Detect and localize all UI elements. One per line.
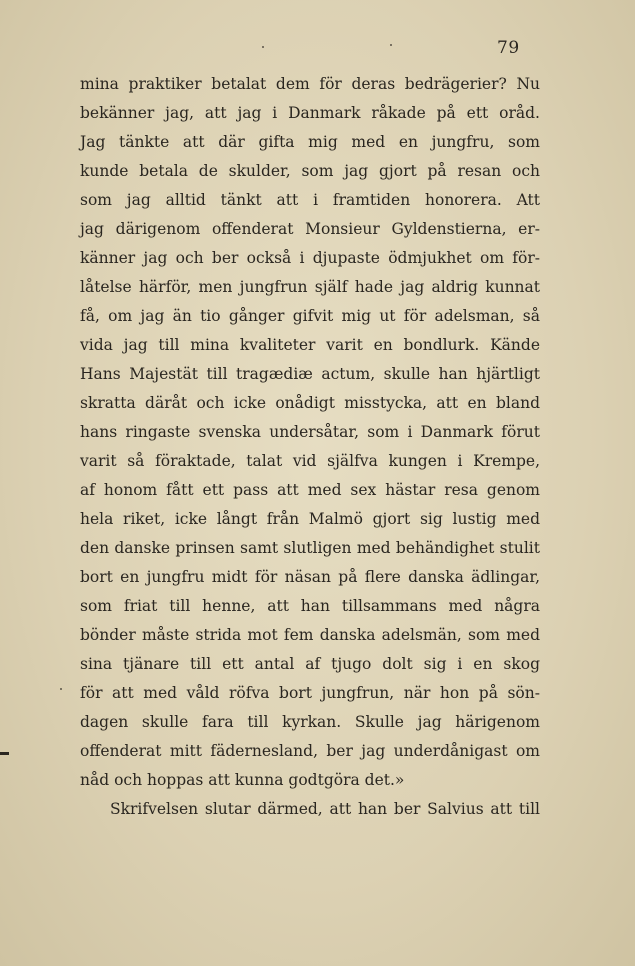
page-number: 79 [497,38,520,58]
text-line: skratta däråt och icke onådigt misstycka, att en bland [80,394,540,412]
text-line: för att med våld röfva bort jungfrun, när hon på sön- [80,684,540,702]
text-line: Skrifvelsen slutar därmed, att han ber Salvius att till [110,800,540,818]
text-line: jag därigenom offenderat Monsieur Gyldenstierna, er- [80,220,540,238]
text-line: hela riket, icke långt från Malmö gjort sig lustig med [80,510,540,528]
text-line: sina tjänare till ett antal af tjugo dolt sig i en skog [80,655,540,673]
text-line: hans ringaste svenska undersåtar, som i Danmark förut [80,423,540,441]
text-line: känner jag och ber också i djupaste ödmjukhet om för- [80,249,540,267]
text-line: den danske prinsen samt slutligen med behändighet stulit [80,539,540,557]
text-line: dagen skulle fara till kyrkan. Skulle jag härigenom [80,713,540,731]
margin-mark [0,752,9,755]
text-line: mina praktiker betalat dem för deras bedrägerier? Nu [80,75,540,93]
text-line: Jag tänkte att där gifta mig med en jungfru, som [80,133,540,151]
text-line: af honom fått ett pass att med sex hästar resa genom [80,481,540,499]
body-text [80,70,540,824]
text-line: få, om jag än tio gånger gifvit mig ut för adelsman, så [80,307,540,325]
text-line: som jag alltid tänkt att i framtiden honorera. Att [80,191,540,209]
text-line: nåd och hoppas att kunna godtgöra det.» [80,771,405,789]
text-line: låtelse härför, men jungfrun själf hade jag aldrig kunnat [80,278,540,296]
text-line: offenderat mitt fädernesland, ber jag underdånigast om [80,742,540,760]
text-line: kunde betala de skulder, som jag gjort på resan och [80,162,540,180]
text-line: bort en jungfru midt för näsan på flere danska ädlingar, [80,568,540,586]
paper-speck [60,688,62,690]
text-line: som friat till henne, att han tillsammans med några [80,597,540,615]
paper-speck [390,44,392,46]
text-line: bönder måste strida mot fem danska adelsmän, som med [80,626,540,644]
paper-speck [262,46,264,48]
text-line: bekänner jag, att jag i Danmark råkade på ett oråd. [80,104,540,122]
text-line: Hans Majestät till tragædiæ actum, skulle han hjärtligt [80,365,540,383]
text-line: vida jag till mina kvaliteter varit en bondlurk. Kände [80,336,540,354]
text-line: varit så föraktade, talat vid själfva kungen i Krempe, [80,452,540,470]
